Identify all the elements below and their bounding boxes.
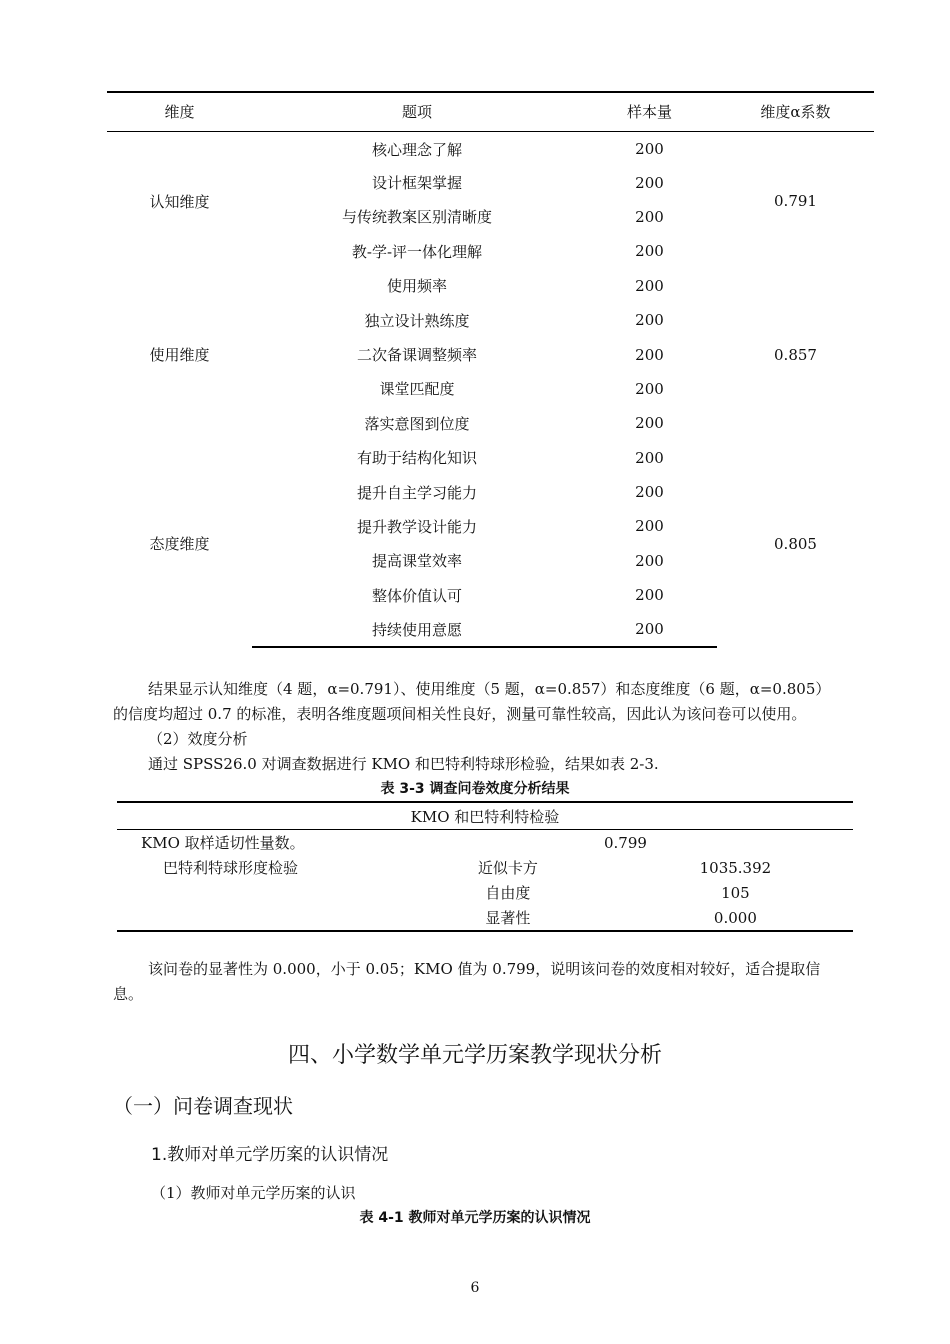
header-sample: 样本量: [582, 92, 717, 131]
table-row: [117, 905, 853, 931]
stat-value: 105: [721, 883, 750, 902]
item-cell: 设计框架掌握: [371, 174, 462, 193]
subsub-heading: 1.教师对单元学历案的认识情况: [151, 1145, 389, 1165]
table-row: [107, 131, 874, 165]
table-4-1-caption: 表 4-1 教师对单元学历案的认识情况: [359, 1210, 591, 1226]
stat-label: 显著性: [398, 905, 618, 931]
validity-table: [117, 801, 853, 932]
sample-cell: 200: [582, 612, 717, 646]
alpha-cell: 0.791: [774, 192, 817, 211]
alpha-cell: 0.857: [774, 345, 817, 364]
sample-cell: 200: [635, 379, 664, 398]
reliability-table: [107, 91, 874, 648]
section-heading: 四、小学数学单元学历案教学现状分析: [287, 1043, 662, 1068]
dimension-cell: 使用维度: [149, 346, 210, 365]
sample-cell: 200: [635, 448, 664, 467]
result-line-1: 结果显示认知维度（4 题，α=0.791）、使用维度（5 题，α=0.857）和态度维度（6 题，α=0.805）: [148, 680, 831, 698]
kmo-label: KMO 取样适切性量数。: [141, 834, 305, 852]
page-number: 6: [470, 1280, 480, 1296]
conclusion-line-1: 该问卷的显著性为 0.000，小于 0.05；KMO 值为 0.799，说明该问卷的效度相对较好，适合提取信: [148, 960, 821, 978]
sample-cell: 200: [635, 345, 664, 364]
item-cell: 提升教学设计能力: [356, 517, 477, 536]
sample-cell: 200: [635, 517, 664, 536]
subsection-heading: （一）问卷调查现状: [113, 1094, 293, 1118]
header-alpha: 维度α系数: [717, 92, 874, 131]
empty-cell: [117, 905, 398, 931]
validity-intro: 通过 SPSS26.0 对调查数据进行 KMO 和巴特利特球形检验，结果如表 2-3.: [148, 755, 659, 773]
dimension-cell: 态度维度: [149, 535, 210, 554]
item-cell: 核心理念了解: [371, 140, 462, 159]
item-cell: 提升自主学习能力: [356, 483, 477, 502]
sample-cell: 200: [635, 140, 664, 159]
item-heading: （1）教师对单元学历案的认识: [151, 1184, 356, 1202]
item-cell: 与传统教案区别清晰度: [341, 208, 492, 227]
result-line-2: 的信度均超过 0.7 的标准，表明各维度题项间相关性良好，测量可靠性较高，因此认为该问卷可以使用。: [113, 705, 807, 723]
conclusion-line-2: 息。: [113, 985, 144, 1003]
validity-heading: （2）效度分析: [148, 730, 248, 748]
item-cell: 整体价值认可: [371, 586, 462, 605]
stat-label: 近似卡方: [477, 859, 538, 877]
sample-cell: 200: [635, 207, 664, 226]
item-cell: 落实意图到位度: [364, 414, 470, 433]
table-row: [117, 855, 853, 880]
item-cell: 使用频率: [386, 277, 447, 296]
item-cell: 持续使用意愿: [252, 612, 582, 646]
header-dimension: 维度: [107, 92, 252, 131]
stat-value: 0.000: [618, 905, 853, 931]
table-row: [107, 269, 874, 303]
kmo-value: 0.799: [603, 833, 647, 852]
item-cell: 有助于结构化知识: [356, 449, 477, 468]
table-row: [117, 830, 853, 856]
bartlett-label: 巴特利特球形度检验: [163, 859, 299, 877]
item-cell: 二次备课调整频率: [356, 346, 477, 365]
table-row: [117, 880, 853, 905]
item-cell: 教-学-评一体化理解: [351, 242, 483, 261]
sample-cell: 200: [635, 551, 664, 570]
sample-cell: 200: [635, 311, 664, 330]
item-cell: 提高课堂效率: [371, 552, 462, 571]
item-cell: 课堂匹配度: [379, 380, 455, 399]
reliability-header-row: [107, 92, 874, 131]
sample-cell: 200: [635, 483, 664, 502]
item-cell: 独立设计熟练度: [364, 311, 470, 330]
sample-cell: 200: [635, 414, 664, 433]
dimension-cell: 认知维度: [149, 192, 210, 211]
stat-value: 1035.392: [699, 858, 772, 877]
header-item: 题项: [252, 92, 582, 131]
sample-cell: 200: [635, 276, 664, 295]
alpha-cell: 0.805: [774, 534, 817, 553]
validity-header: KMO 和巴特利特检验: [117, 802, 853, 830]
sample-cell: 200: [635, 173, 664, 192]
sample-cell: 200: [635, 586, 664, 605]
empty-cell: [117, 880, 398, 905]
table-row: [107, 441, 874, 475]
stat-label: 自由度: [485, 884, 531, 902]
table-3-3-caption: 表 3-3 调查问卷效度分析结果: [380, 781, 570, 797]
validity-header-row: [117, 802, 853, 830]
sample-cell: 200: [635, 242, 664, 261]
